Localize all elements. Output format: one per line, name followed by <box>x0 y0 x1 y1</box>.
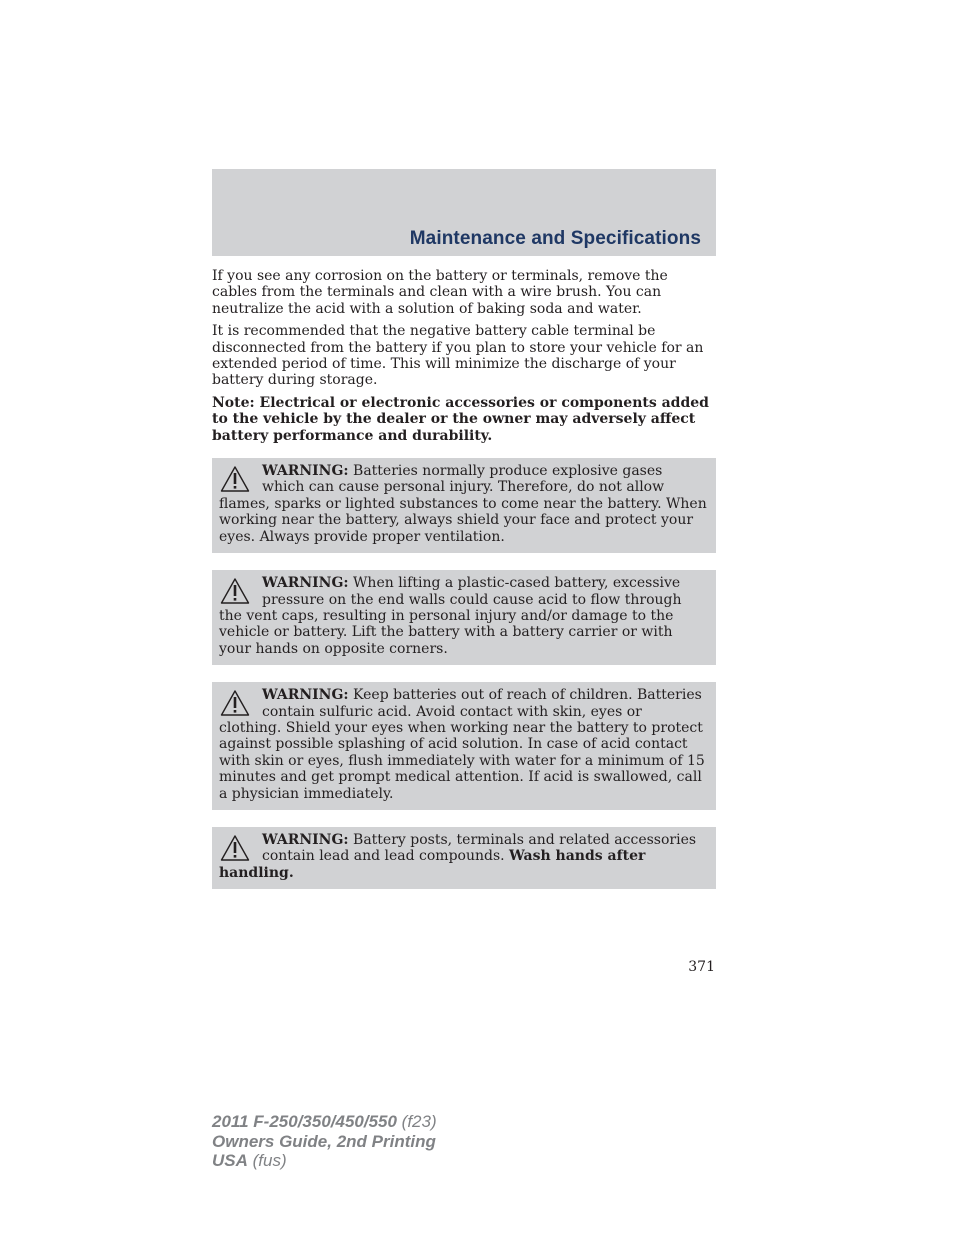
footer-line-market <box>212 1151 437 1171</box>
body-paragraph: It is recommended that the negative battery cable terminal be disconnected from the battery if you plan to store your vehicle for an extended period of time. This will minimize the discharge of your battery during storage. <box>212 323 704 389</box>
warning-text: When lifting a plastic-cased battery, excessive pressure on the end walls could cause acid to flow through the vent caps, resulting in personal injury and/or damage to the vehicle or battery. Lift the battery with a battery carrier or with your hands on opposite corners. <box>219 575 682 657</box>
note-paragraph: Note: Electrical or electronic accessories or components added to the vehicle by the dealer or the owner may adversely affect battery performance and durability. <box>212 394 709 444</box>
section-header-band <box>212 169 716 256</box>
page-content <box>212 268 716 889</box>
page-number: 371 <box>688 959 715 975</box>
document-footer <box>212 1112 437 1171</box>
warning-text: Batteries normally produce explosive gases which can cause personal injury. Therefore, do not allow flames, sparks or lighted substances to come near the battery. When working near the battery, always shield your face and protect your eyes. Always provide proper ventilation. <box>219 463 707 545</box>
warning-box <box>212 827 716 889</box>
warning-box <box>212 682 716 810</box>
warning-label: WARNING: <box>262 831 349 848</box>
warning-label: WARNING: <box>262 687 349 704</box>
footer-market: USA <box>212 1151 248 1170</box>
warning-text: Battery posts, terminals and related accessories contain lead and lead compounds. <box>262 831 697 865</box>
footer-market-code: (fus) <box>247 1151 287 1170</box>
warning-label: WARNING: <box>262 463 349 480</box>
footer-model-code: (f23) <box>396 1112 437 1131</box>
warning-box <box>212 570 716 665</box>
footer-edition: Owners Guide, 2nd Printing <box>212 1131 436 1151</box>
warning-triangle-icon <box>220 465 250 493</box>
footer-line-edition <box>212 1132 437 1152</box>
warning-triangle-icon <box>220 689 250 717</box>
warning-text: Keep batteries out of reach of children. Batteries contain sulfuric acid. Avoid contact with skin, eyes or clothing. Shield your eyes when working near the battery to protect against possible splashing of acid solution. In case of acid contact with skin or eyes, flush immediately with water for a minimum of 15 minutes and get prompt medical attention. If acid is swallowed, call a physician immediately. <box>219 687 705 802</box>
footer-model: 2011 F-250/350/450/550 <box>212 1112 397 1131</box>
warning-triangle-icon <box>220 577 250 605</box>
warning-triangle-icon <box>220 834 250 862</box>
warning-box <box>212 458 716 553</box>
warning-emphasis: Wash hands after handling. <box>219 848 646 881</box>
footer-line-model <box>212 1112 437 1132</box>
section-title: Maintenance and Specifications <box>409 228 701 249</box>
warning-label: WARNING: <box>262 575 349 592</box>
body-paragraph: If you see any corrosion on the battery or terminals, remove the cables from the terminals and clean with a wire brush. You can neutralize the acid with a solution of baking soda and water. <box>212 268 668 317</box>
